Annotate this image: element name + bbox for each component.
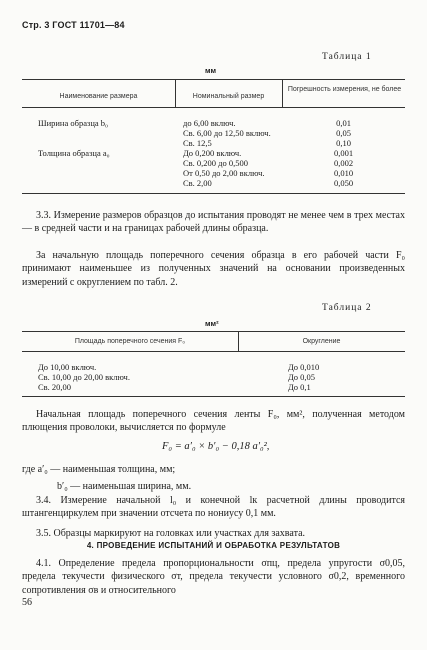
table2-bottom-rule <box>22 396 405 397</box>
table1-row-size: От 0,50 до 2,00 включ. <box>183 168 265 178</box>
table2-row-rounding: До 0,1 <box>288 382 311 392</box>
table2-row-area: Св. 10,00 до 20,00 включ. <box>38 372 130 382</box>
table1-bottom-rule <box>22 193 405 194</box>
table1-row-size: Св. 6,00 до 12,50 включ. <box>183 128 271 138</box>
paragraph-3-3-text: 3.3. Измерение размеров образцов до испытания проводят не менее чем в трех местах — в средней части и на границах рабочей длины образца. <box>22 210 405 235</box>
table1-header-name: Наименование размера <box>59 93 138 100</box>
table2-row-rounding: До 0,010 <box>288 362 320 372</box>
table1-row-error: 0,10 <box>336 138 351 148</box>
paragraph-4-1-text: 4.1. Определение предела пропорциональности σпц, предела упругости σ0,05, предела текучести физического σт, предела текучести условного σ0,2, временного сопротивления σв и относительного <box>22 558 405 596</box>
table1-row-size: Св. 2,00 <box>183 178 212 188</box>
table2-row-area: До 10,00 включ. <box>38 362 97 372</box>
table1-header-size: Номинальный размер <box>192 93 265 100</box>
table1-row-error: 0,002 <box>333 158 354 168</box>
paragraph-3-4 <box>22 494 405 521</box>
table1-top-rule <box>22 79 405 80</box>
paragraph-initial-area-text: За начальную площадь поперечного сечения образца в его рабочей части F₀ принимают наименьшее из полученных значений на основании произведенных измерений с округлением по табл. 2. <box>22 250 405 288</box>
table2-row-area: Св. 20,00 <box>38 382 72 392</box>
paragraph-initial-area <box>22 249 405 289</box>
table2-label: Таблица 2 <box>322 303 372 313</box>
table1-row-error: 0,001 <box>333 148 354 158</box>
table2-units: мм² <box>205 319 219 328</box>
page-header: Стр. 3 ГОСТ 11701—84 <box>22 20 125 30</box>
table2-header-area: Площадь поперечного сечения F₀ <box>74 338 186 345</box>
paragraph-tape-area <box>22 408 405 435</box>
table1-row-name: Ширина образца b₀ <box>38 118 108 128</box>
paragraph-3-3 <box>22 209 405 236</box>
paragraph-3-5 <box>22 527 405 540</box>
table1-row-size: Св. 0,200 до 0,500 <box>183 158 249 168</box>
table1-row-error: 0,010 <box>333 168 354 178</box>
section-4-heading-text: 4. ПРОВЕДЕНИЕ ИСПЫТАНИЙ И ОБРАБОТКА РЕЗУЛЬТАТОВ <box>86 541 341 550</box>
paragraph-3-4-text: 3.4. Измерение начальной l₀ и конечной lк расчетной длины проводится штангенциркулем при значении отсчета по нониусу 0,1 мм. <box>22 495 405 520</box>
table2-header-rounding: Округление <box>302 338 341 345</box>
table1-label: Таблица 1 <box>322 52 372 62</box>
table1-row-name: Толщина образца a₀ <box>38 148 110 158</box>
page-number: 56 <box>22 597 32 608</box>
table1-col-divider-2 <box>282 79 283 107</box>
formula-where-a: где a′₀ — наименьшая толщина, мм; <box>22 464 176 475</box>
paragraph-tape-area-text: Начальная площадь поперечного сечения ленты F₀, мм², полученная методом плющения проволоки, вычисляется по формуле <box>22 409 405 434</box>
table1-row-error: 0,01 <box>336 118 351 128</box>
table1-units: мм <box>205 66 217 75</box>
table2-header-rule <box>22 351 405 352</box>
table1-row-error: 0,05 <box>336 128 351 138</box>
table1-row-size: До 0,200 включ. <box>183 148 242 158</box>
table2-top-rule <box>22 331 405 332</box>
paragraph-3-5-text: 3.5. Образцы маркируют на головках или участках для захвата. <box>36 528 306 539</box>
formula-where-b: b′₀ — наименьшая ширина, мм. <box>57 481 192 492</box>
table1-header-rule <box>22 107 405 108</box>
table2-row-rounding: До 0,05 <box>288 372 316 382</box>
table1-row-error: 0,050 <box>333 178 354 188</box>
table1-row-size: Св. 12,5 <box>183 138 212 148</box>
table1-header-error: Погрешность измерения, не более <box>287 86 402 93</box>
section-4-heading <box>0 541 427 550</box>
area-formula: F₀ = a′₀ × b′₀ − 0,18 a′₀², <box>162 441 270 452</box>
paragraph-4-1 <box>22 557 405 597</box>
table1-row-size: до 6,00 включ. <box>183 118 236 128</box>
